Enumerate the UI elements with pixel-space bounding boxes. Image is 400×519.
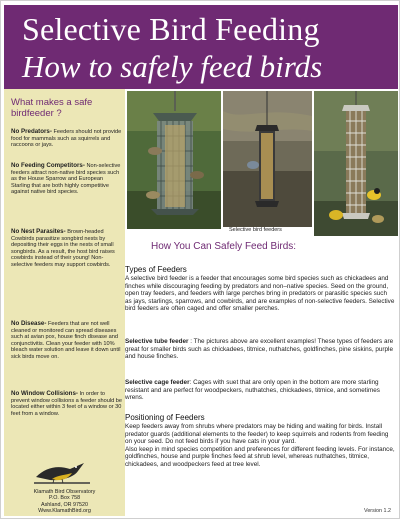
- org-city: Ashland, OR 97520: [40, 501, 89, 508]
- positioning-paragraph: [125, 423, 395, 469]
- org-name: Klamath Bird Observatory: [33, 489, 96, 495]
- tube-feeder-paragraph: [125, 338, 395, 361]
- photo-tube-feeder: [127, 91, 221, 229]
- page-subtitle: How to safely feed birds: [22, 49, 323, 84]
- tube-feeder-text: : The pictures above are excellent examples! These types of feeders are great for smaller birds such as chickadees, titmice, nuthatches, goldfinches, pine siskins, purple and house finches.: [125, 338, 394, 361]
- cage-feeder-label: Selective cage feeder: [125, 379, 190, 386]
- section-body: Non-selective feeders attract non-native bird species such as the House Sparrow and European Starling that are both highly competitive against native bird species.: [11, 163, 121, 196]
- section-title: No Window Collisions-: [11, 390, 78, 397]
- sidebar-heading: What makes a safe birdfeeder ?: [11, 97, 93, 119]
- photo-finch-feeder: [314, 91, 398, 236]
- sidebar-panel: [4, 89, 125, 516]
- section-body: In order to prevent window collisions a feeder should be located either within 3 feet of a window or 30 feet from a window.: [11, 391, 123, 417]
- sidebar-section-collisions: [11, 391, 123, 417]
- section-title: No Predators-: [11, 128, 52, 135]
- photo-hanging-feeder: [223, 91, 312, 227]
- page-title: Selective Bird Feeding: [22, 11, 320, 47]
- types-heading: Types of Feeders: [125, 265, 187, 274]
- sidebar-section-competitors: [11, 163, 123, 196]
- org-box: P.O. Box 758: [48, 495, 81, 502]
- sidebar-section-predators: [11, 129, 123, 149]
- photo-caption: Selective bird feeders: [229, 227, 282, 233]
- section-body: Brown-headed Cowbirds parasitize songbird nests by depositing their eggs in the nests of small songbirds. As a result, the host bird raises cowbirds instead of their young! Non-selective feeders may support cowbirds.: [11, 229, 115, 268]
- types-paragraph: A selective bird feeder is a feeder that encourages some bird species such as chickadees and finches while discouraging feeding by predators and non–native species. Seed on the ground, open tray feeders, and feeders with large perches bring in predators or parasitic species such as jays, starlings, sparrows, and cowbirds, and are examples of non-selective feeders. Selective bird feeders are often caged and offer smaller perches.: [125, 275, 395, 313]
- organization-address: [8, 489, 121, 515]
- org-website: Www.KlamathBird.org: [38, 508, 91, 515]
- section-body: Feeders should not provide food for mammals such as squirrels and raccoons or jays.: [11, 129, 122, 149]
- sidebar-section-parasites: [11, 229, 123, 269]
- cage-feeder-text: : Cages with suet that are only open in the bottom are more starling resistant and are perfect for woodpeckers, nuthatches, chickadees, titmice, and sometimes wrens.: [125, 379, 380, 402]
- positioning-text: Keep feeders away from shrubs where predators may be hiding and waiting for birds. Install predator guards (additional elements to the feeder) to keep squirrels and rodents from feeding on your seed. Do not feed birds if you have cats in your yard.: [125, 423, 389, 446]
- section-title: No Nest Parasites-: [11, 228, 66, 235]
- sidebar-section-disease: [11, 321, 123, 361]
- positioning-text-2: Also keep in mind species competition and preferences for different feeding levels. For instance, goldfinches, house and purple finches feed at shrub level, whereas nuthatches, titmice, chickadees, and woodpeckers feed at tree level.: [125, 445, 395, 468]
- section-title: No Disease-: [11, 320, 47, 327]
- cage-feeder-paragraph: [125, 379, 395, 402]
- tube-feeder-label: Selective tube feeder: [125, 338, 189, 345]
- kbo-bird-logo-icon: [32, 455, 92, 489]
- main-heading: How You Can Safely Feed Birds:: [151, 241, 297, 252]
- positioning-heading: Positioning of Feeders: [125, 413, 205, 422]
- section-title: No Feeding Competitors-: [11, 162, 85, 169]
- title-banner: [4, 5, 398, 89]
- version-label: Version 1.2: [364, 508, 391, 514]
- section-body: Feeders that are not well cleaned or monitored can spread diseases such at avian pox, house finch disease and conjunctivitis. Clean your feeder with 10% bleach water solution and leave it down until sick birds move on.: [11, 321, 121, 360]
